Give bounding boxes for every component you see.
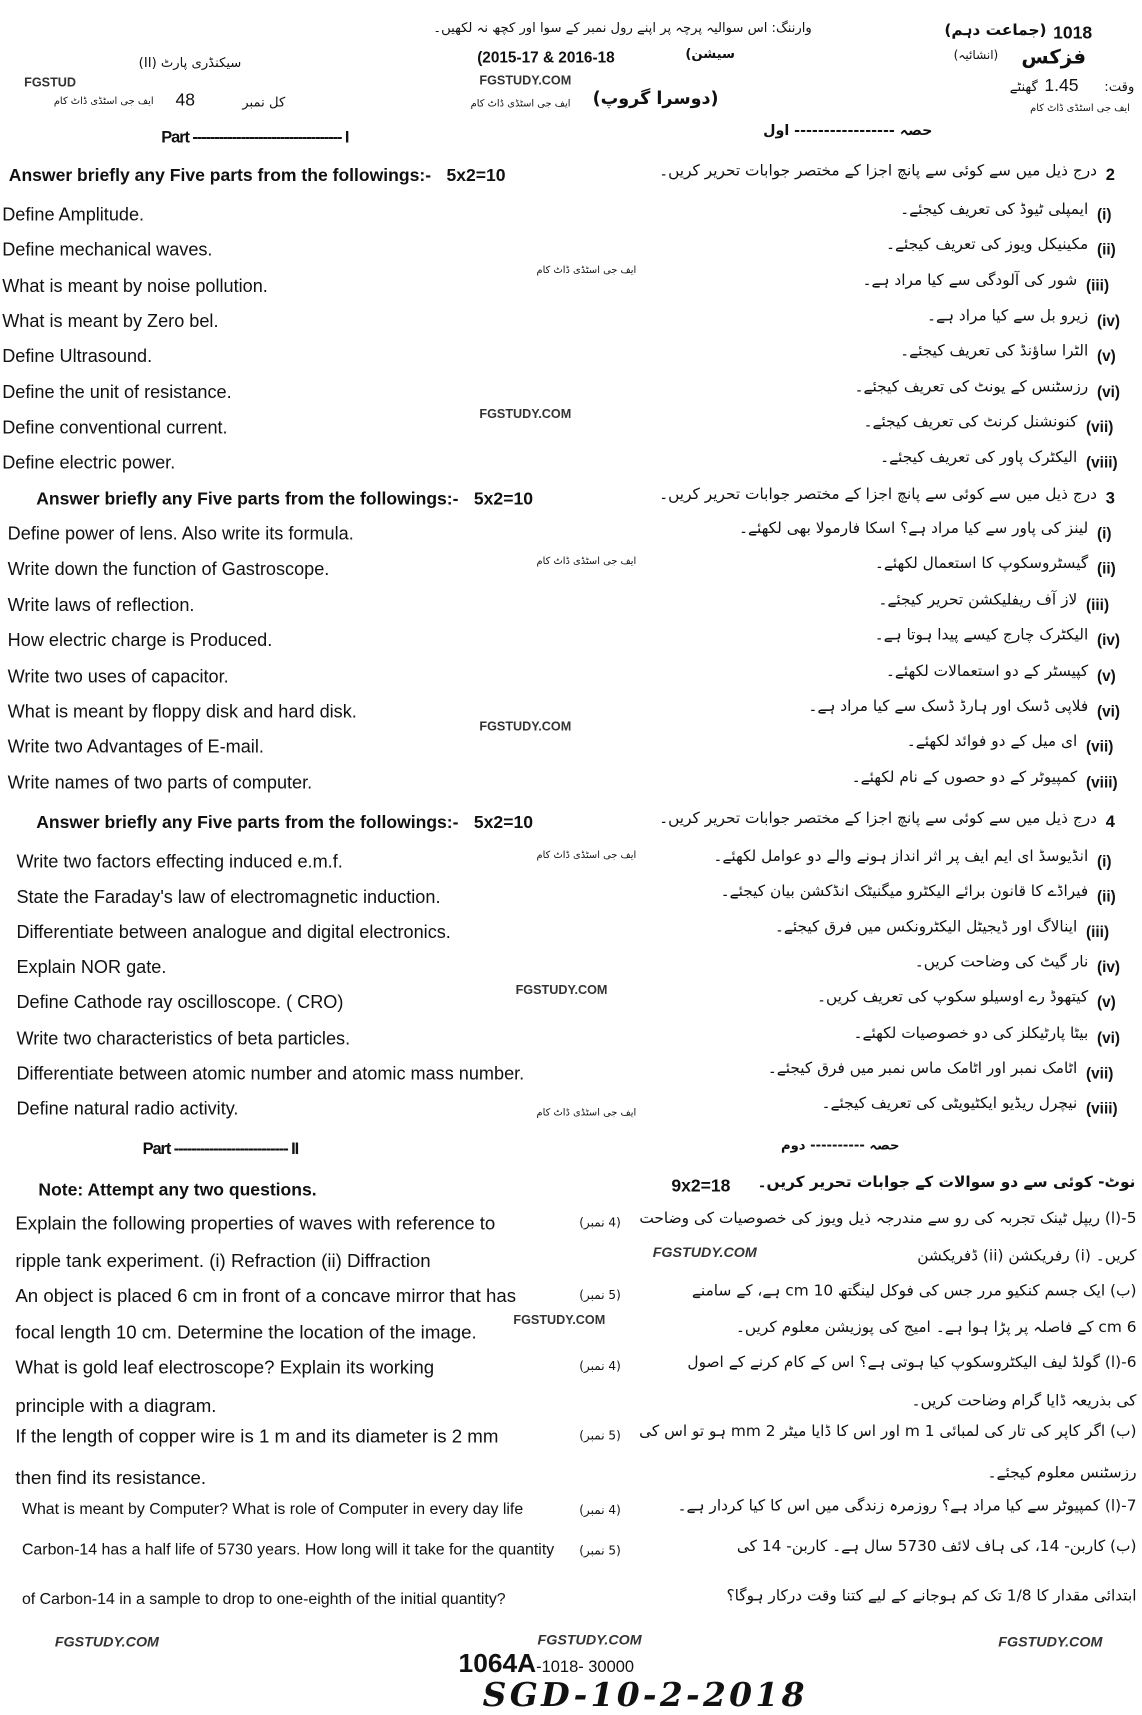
part-number: (v) xyxy=(1097,666,1116,685)
question-text-ur: اینالاگ اور ڈیجیٹل الیکٹرونکس میں فرق کیجئے۔ xyxy=(774,918,1078,936)
watermark: FGSTUDY.COM xyxy=(479,74,572,88)
long-question-text: then find its resistance. xyxy=(15,1467,207,1489)
watermark: FGSTUDY.COM xyxy=(537,1631,642,1648)
question-text: Write two uses of capacitor. xyxy=(7,666,229,687)
session-years: (2015-17 & 2016-18 xyxy=(477,48,615,66)
part-number: (viii) xyxy=(1086,773,1118,791)
question-text: What is meant by floppy disk and hard disk. xyxy=(7,702,357,722)
watermark: FGSTUDY.COM xyxy=(479,720,572,734)
group-label: (دوسرا گروپ) xyxy=(592,87,719,109)
question-text-ur: نار گیٹ کی وضاحت کریں۔ xyxy=(914,953,1089,972)
long-question-text: Carbon-14 has a half life of 5730 years. How long will it take for the quantity xyxy=(21,1541,555,1559)
marks-label: (5 نمبر) xyxy=(579,1428,621,1443)
watermark-ur: ایف جی اسٹڈی ڈاٹ کام xyxy=(536,1107,637,1119)
question-text-ur: ایمپلی ٹیوڈ کی تعریف کیجئے۔ xyxy=(900,200,1089,219)
long-question-text-ur: (ب) ایک جسم کنکیو مرر جس کی فوکل لینگتھ 10 cm ہے، کے سامنے xyxy=(691,1282,1137,1300)
watermark: FGSTUDY.COM xyxy=(652,1243,757,1261)
part-number: (v) xyxy=(1097,993,1116,1011)
marks-label: (5 نمبر) xyxy=(579,1543,621,1558)
question-text: Explain NOR gate. xyxy=(16,958,167,978)
question-text: Write laws of reflection. xyxy=(7,595,195,616)
part-number: (ii) xyxy=(1097,559,1116,578)
warning-text: وارننگ: اس سوالیہ پرچہ پر اپنے رول نمبر کے سوا اور کچھ نہ لکھیں۔ xyxy=(433,19,812,36)
question-text: Define Amplitude. xyxy=(2,205,145,225)
long-question-text: What is meant by Computer? What is role of Computer in every day life xyxy=(21,1500,524,1519)
part-2-heading-ur: حصہ ---------- دوم xyxy=(780,1137,900,1153)
question-text-ur: کیتھوڈ رے اوسیلو سکوپ کی تعریف کریں۔ xyxy=(816,988,1089,1007)
question-text: Write two Advantages of E-mail. xyxy=(7,737,264,758)
question-text: Define conventional current. xyxy=(2,417,228,438)
note-text: Note: Attempt any two questions. xyxy=(38,1181,317,1201)
question-text-ur: انڈیوسڈ ای ایم ایف پر اثر انداز ہونے والے دو عوامل لکھئے۔ xyxy=(713,847,1089,866)
part-2-marks: 9x2=18 xyxy=(671,1177,731,1196)
long-question-text: An object is placed 6 cm in front of a concave mirror that has xyxy=(15,1285,517,1307)
question-text-ur: شور کی آلودگی سے کیا مراد ہے۔ xyxy=(862,271,1078,290)
question-text: Define the unit of resistance. xyxy=(2,382,232,403)
part-number: (iii) xyxy=(1086,275,1110,294)
part-number: (viii) xyxy=(1086,1098,1118,1117)
part-number: (iv) xyxy=(1097,311,1121,329)
section-instruction-ur: درج ذیل میں سے کوئی سے پانچ اجزا کے مختصر جوابات تحریر کریں۔ xyxy=(659,485,1097,504)
question-text-ur: زیرو بل سے کیا مراد ہے۔ xyxy=(927,307,1089,325)
part-number: (i) xyxy=(1097,524,1112,542)
question-text: State the Faraday's law of electromagnetic induction. xyxy=(16,887,441,908)
section-instruction-ur: درج ذیل میں سے کوئی سے پانچ اجزا کے مختصر جوابات تحریر کریں۔ xyxy=(659,162,1097,180)
level-label: سیکنڈری پارٹ (II) xyxy=(138,54,242,71)
part-number: (v) xyxy=(1097,346,1116,365)
session-label: سیشن) xyxy=(685,46,735,62)
long-question-text-ur: 6-(ا) گولڈ لیف الیکٹروسکوپ کیا ہوتی ہے؟ اس کے کام کرنے کے اصول xyxy=(687,1353,1137,1372)
question-text: Write names of two parts of computer. xyxy=(7,773,313,793)
question-text: What is meant by Zero bel. xyxy=(2,311,219,332)
section-instruction-ur: درج ذیل میں سے کوئی سے پانچ اجزا کے مختصر جوابات تحریر کریں۔ xyxy=(659,809,1097,828)
question-text: Define mechanical waves. xyxy=(2,240,213,261)
long-question-text-ur: (ب) کاربن- 14، کی ہاف لائف 5730 سال ہے۔ کاربن- 14 کی xyxy=(736,1537,1137,1556)
part-number: (ii) xyxy=(1097,240,1116,259)
question-text: Write two characteristics of beta particles. xyxy=(16,1028,351,1049)
marks-label: (4 نمبر) xyxy=(579,1359,621,1374)
watermark: FGSTUDY.COM xyxy=(998,1633,1103,1650)
part-number: (ii) xyxy=(1097,887,1116,906)
question-text-ur: کپیسٹر کے دو استعمالات لکھئے۔ xyxy=(885,662,1089,680)
question-text: Differentiate between atomic number and atomic mass number. xyxy=(16,1063,525,1084)
question-text: Define Ultrasound. xyxy=(2,346,153,367)
time-value: 1.45 xyxy=(1044,76,1079,96)
long-question-text: ripple tank experiment. (i) Refraction (ii) Diffraction xyxy=(15,1250,431,1272)
question-text: Define power of lens. Also write its formula. xyxy=(7,524,354,545)
section-instruction: Answer briefly any Five parts from the followings:- xyxy=(36,813,459,833)
watermark: FGSTUDY.COM xyxy=(479,408,572,422)
part-number: (vi) xyxy=(1097,1028,1121,1046)
question-text-ur: مکینیکل ویوز کی تعریف کیجئے۔ xyxy=(885,236,1089,254)
paper-code: 1018 xyxy=(1053,24,1093,43)
question-text: Define natural radio activity. xyxy=(16,1098,239,1119)
question-text: Write down the function of Gastroscope. xyxy=(7,559,330,580)
part-number: (iii) xyxy=(1086,595,1110,614)
part-number: (iv) xyxy=(1097,958,1121,976)
part-1-heading-ur: حصہ ----------------- اول xyxy=(763,122,933,140)
long-question-text-ur: 5-(ا) ریپل ٹینک تجربہ کی رو سے مندرجہ ذیل ویوز کی خصوصیات کی وضاحت xyxy=(639,1209,1137,1228)
long-question-text: If the length of copper wire is 1 m and its diameter is 2 mm xyxy=(15,1426,499,1447)
long-question-text: principle with a diagram. xyxy=(15,1395,217,1417)
part-number: (vii) xyxy=(1086,417,1114,436)
handwritten-date: SGD-10-2-2018 xyxy=(482,1676,808,1715)
question-text-ur: گیسٹروسکوپ کا استعمال لکھئے۔ xyxy=(874,555,1089,574)
print-code-rest: -1018- 30000 xyxy=(536,1657,635,1677)
question-number: 3 xyxy=(1105,489,1115,508)
question-text-ur: فیراڈے کا قانون برائے الیکٹرو میگنیٹک انڈکشن بیان کیجئے۔ xyxy=(720,883,1089,901)
part-number: (vii) xyxy=(1086,1063,1114,1082)
total-marks-label: کل نمبر xyxy=(242,94,286,110)
question-text-ur: نیچرل ریڈیو ایکٹیویٹی کی تعریف کیجئے۔ xyxy=(821,1094,1078,1113)
marks-label: (5 نمبر) xyxy=(579,1287,621,1303)
long-question-text-ur: 6 cm کے فاصلہ پر پڑا ہوا ہے۔ امیج کی پوزیشن معلوم کریں۔ xyxy=(735,1318,1137,1337)
part-number: (vi) xyxy=(1097,702,1121,720)
section-marks: 5x2=10 xyxy=(473,490,533,510)
question-text: Define electric power. xyxy=(2,453,176,473)
question-text-ur: فلاپی ڈسک اور ہارڈ ڈسک سے کیا مراد ہے۔ xyxy=(808,697,1089,716)
question-text: Differentiate between analogue and digital electronics. xyxy=(16,922,451,943)
section-marks: 5x2=10 xyxy=(473,813,533,833)
section-marks: 5x2=10 xyxy=(446,166,506,186)
long-question-text: Explain the following properties of waves with reference to xyxy=(15,1213,496,1235)
long-question-text: What is gold leaf electroscope? Explain its working xyxy=(15,1356,435,1378)
class-label: (جماعت دہم) xyxy=(944,21,1047,40)
part-number: (viii) xyxy=(1086,453,1118,471)
watermark-ur: ایف جی اسٹڈی ڈاٹ کام xyxy=(470,98,571,110)
time-label: وقت: xyxy=(1104,78,1135,95)
print-code-main: 1064A xyxy=(458,1648,537,1679)
part-2-heading: Part -------------------------- II xyxy=(142,1139,299,1159)
question-text-ur: الٹرا ساؤنڈ کی تعریف کیجئے۔ xyxy=(900,342,1089,361)
long-question-text-ur: رزسٹنس معلوم کیجئے۔ xyxy=(987,1464,1137,1483)
part-number: (iii) xyxy=(1086,922,1110,941)
print-code xyxy=(458,1648,635,1679)
part-number: (vi) xyxy=(1097,382,1121,400)
question-text: How electric charge is Produced. xyxy=(7,630,273,651)
part-number: (iv) xyxy=(1097,630,1121,649)
watermark-ur: ایف جی اسٹڈی ڈاٹ کام xyxy=(536,265,637,277)
part-number: (vii) xyxy=(1086,737,1114,756)
question-text-ur: رزسٹنس کے یونٹ کی تعریف کیجئے۔ xyxy=(854,377,1089,396)
watermark: FGSTUDY.COM xyxy=(515,984,608,998)
marks-label: (4 نمبر) xyxy=(579,1215,621,1230)
question-text: Define Cathode ray oscilloscope. ( CRO) xyxy=(16,993,344,1013)
paper-type: (انشائیہ) xyxy=(953,48,999,63)
watermark-ur: ایف جی اسٹڈی ڈاٹ کام xyxy=(1030,103,1130,115)
question-text-ur: کنونشنل کرنٹ کی تعریف کیجئے۔ xyxy=(863,413,1078,431)
watermark-ur: ایف جی اسٹڈی ڈاٹ کام xyxy=(536,850,637,862)
watermark-ur: ایف جی اسٹڈی ڈاٹ کام xyxy=(53,96,154,108)
question-text-ur: بیٹا پارٹیکلز کی دو خصوصیات لکھئے۔ xyxy=(853,1024,1089,1042)
part-1-heading: Part ---------------------------------- I xyxy=(161,128,349,147)
question-text-ur: ای میل کے دو فوائد لکھئے۔ xyxy=(906,733,1078,751)
note-text-ur: نوٹ- کوئی سے دو سوالات کے جوابات تحریر کریں۔ xyxy=(757,1173,1136,1192)
question-text-ur: لاز آف ریفلیکشن تحریر کیجئے۔ xyxy=(878,591,1078,609)
long-question-text-ur: ابتدائی مقدار کا 1/8 تک کم ہوجانے کے لیے کتنا وقت درکار ہوگا؟ xyxy=(726,1587,1137,1605)
long-question-text-ur: (ب) اگر کاپر کی تار کی لمبائی 1 m اور اس کا ڈایا میٹر 2 mm ہو تو اس کی xyxy=(639,1422,1137,1441)
watermark: FGSTUDY.COM xyxy=(54,1633,159,1650)
long-question-text-ur: کی بذریعہ ڈایا گرام وضاحت کریں۔ xyxy=(911,1392,1137,1410)
marks-label: (4 نمبر) xyxy=(579,1502,621,1518)
question-text: Write two factors effecting induced e.m.f. xyxy=(16,852,343,873)
question-text-ur: الیکٹرک چارج کیسے پیدا ہوتا ہے۔ xyxy=(874,626,1089,645)
total-marks: 48 xyxy=(175,91,196,110)
question-text: What is meant by noise pollution. xyxy=(2,275,268,296)
part-number: (i) xyxy=(1097,852,1112,870)
section-instruction: Answer briefly any Five parts from the followings:- xyxy=(8,166,432,186)
question-text-ur: اٹامک نمبر اور اٹامک ماس نمبر میں فرق کیجئے۔ xyxy=(767,1059,1078,1077)
part-number: (i) xyxy=(1097,205,1112,223)
watermark: FGSTUD xyxy=(24,76,77,90)
watermark: FGSTUDY.COM xyxy=(513,1314,606,1328)
long-question-text-ur: کریں۔ (i) رفریکشن (ii) ڈفریکشن xyxy=(917,1247,1137,1265)
long-question-text-ur: 7-(ا) کمپیوٹر سے کیا مراد ہے؟ روزمرہ زندگی میں اس کا کیا کردار ہے۔ xyxy=(677,1497,1137,1515)
long-question-text: focal length 10 cm. Determine the location of the image. xyxy=(15,1321,477,1343)
question-number: 4 xyxy=(1105,812,1115,832)
question-text-ur: الیکٹرک پاور کی تعریف کیجئے۔ xyxy=(880,448,1078,467)
time-unit: گھنٹے xyxy=(1009,78,1038,95)
question-number: 2 xyxy=(1105,165,1115,185)
question-text-ur: کمپیوٹر کے دو حصوں کے نام لکھئے۔ xyxy=(851,768,1078,787)
long-question-text: of Carbon-14 in a sample to drop to one-eighth of the initial quantity? xyxy=(21,1590,506,1609)
watermark-ur: ایف جی اسٹڈی ڈاٹ کام xyxy=(536,556,637,568)
section-instruction: Answer briefly any Five parts from the followings:- xyxy=(36,490,459,510)
subject-title: فزکس xyxy=(1021,46,1087,70)
question-text-ur: لینز کی پاور سے کیا مراد ہے؟ اسکا فارمولا بھی لکھئے۔ xyxy=(738,519,1089,538)
